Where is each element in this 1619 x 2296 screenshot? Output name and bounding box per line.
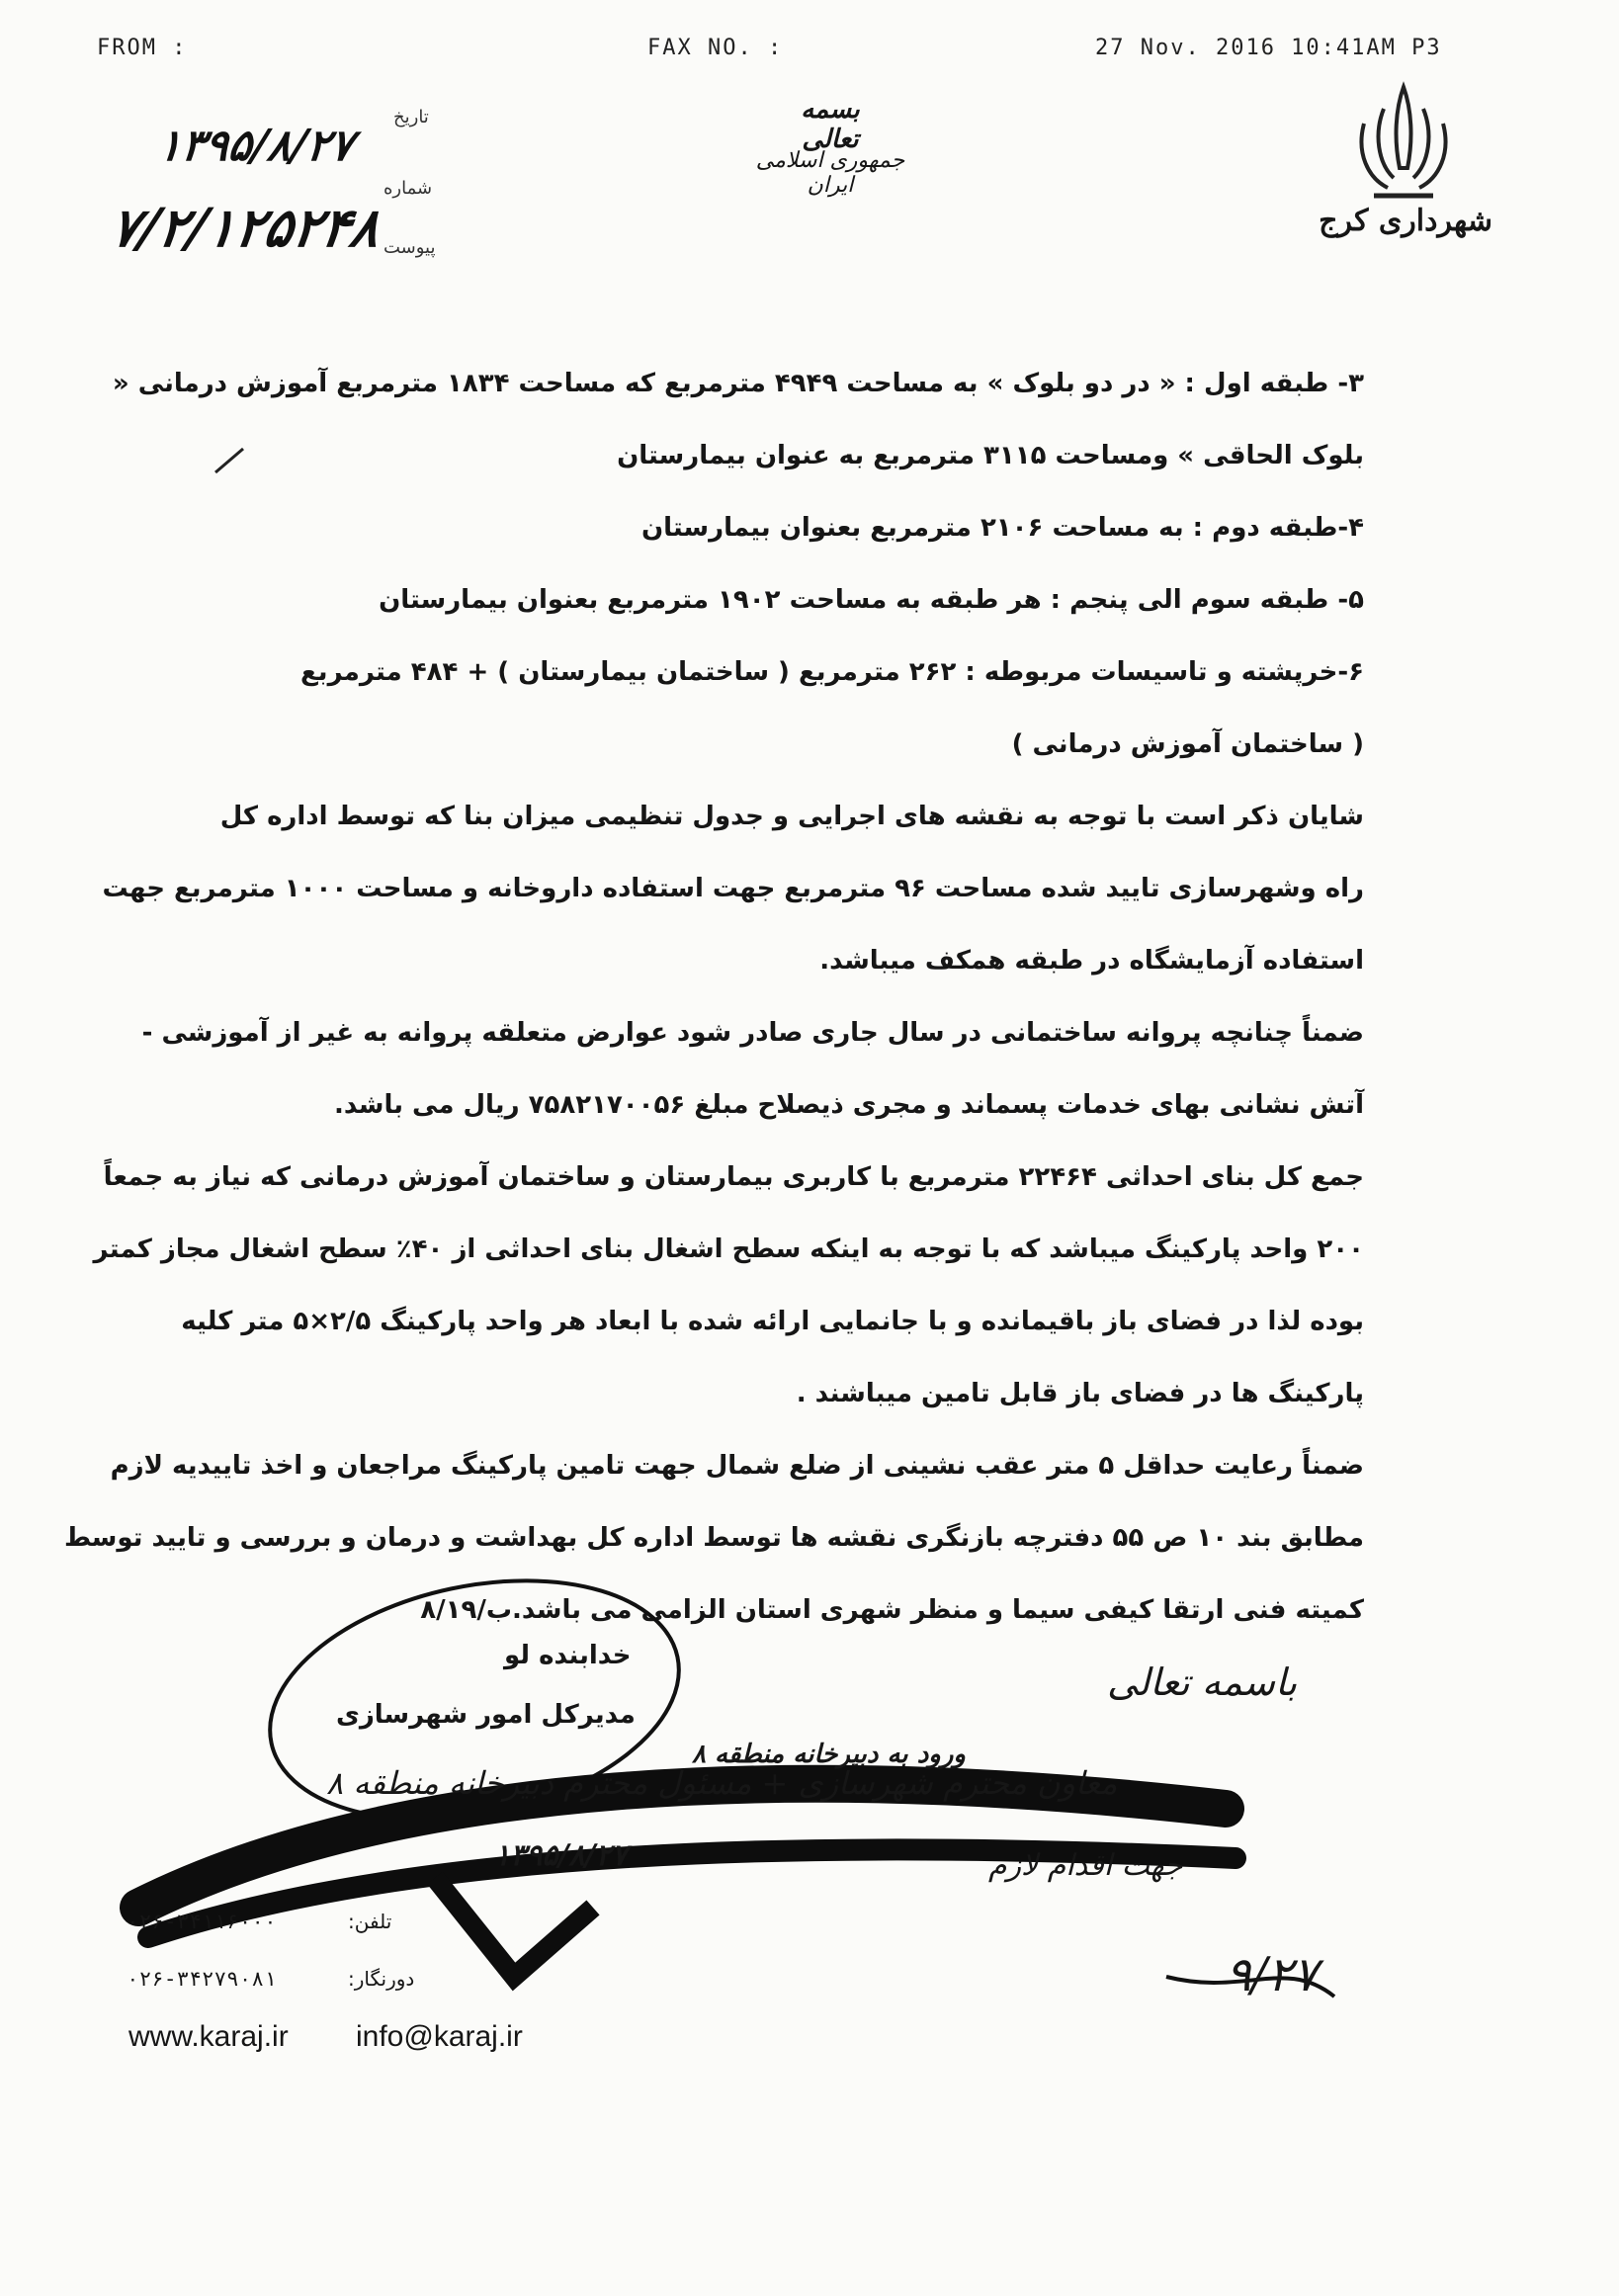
number-label: شماره <box>383 178 433 199</box>
fax-timestamp: 27 Nov. 2016 10:41AM P3 <box>1095 36 1442 60</box>
body-line: راه وشهرسازی تایید شده مساحت ۹۶ مترمربع جهت استفاده داروخانه و مساحت ۱۰۰۰ مترمربع جهت <box>102 874 1364 903</box>
body-line: کمیته فنی ارتقا کیفی سیما و منظر شهری استان الزامی می باشد.ب/۸/۱۹ <box>420 1595 1364 1625</box>
fax-from-label: FROM : <box>97 36 188 60</box>
body-line: ۴-طبقه دوم : به مساحت ۲۱۰۶ مترمربع بعنوان بیمارستان <box>640 513 1364 543</box>
fax-number-label: FAX NO. : <box>647 36 784 60</box>
signature-scribble <box>0 1581 1619 2076</box>
receipt-stamp-text: ورود به دبیرخانه منطقه ۸ <box>692 1740 966 1769</box>
body-line: بلوک الحاقی » ومساحت ۳۱۱۵ مترمربع به عنوان بیمارستان <box>617 441 1364 470</box>
body-line: استفاده آزمایشگاه در طبقه همکف میباشد. <box>819 946 1364 976</box>
body-line: پارکینگ ها در فضای باز قابل تامین میباشند . <box>796 1379 1364 1408</box>
bismillah-heading: بسمه تعالی <box>801 95 860 154</box>
body-line: ۵- طبقه سوم الی پنجم : هر طبقه به مساحت ۱۹۰۲ مترمربع بعنوان بیمارستان <box>379 585 1364 615</box>
phone-label: تلفن: <box>348 1910 392 1933</box>
body-line: شایان ذکر است با توجه به نقشه های اجرایی و جدول تنظیمی میزان بنا که توسط اداره کل <box>219 802 1364 831</box>
letter-body <box>63 348 1364 1647</box>
body-line: ضمناً چنانچه پروانه ساختمانی در سال جاری صادر شود عوارض متعلقه پروانه به غیر از آموزشی - <box>141 1018 1364 1048</box>
body-line: ضمناً رعایت حداقل ۵ متر عقب نشینی از ضلع شمال جهت تامین پارکینگ مراجعان و اخذ تاییدیه لازم <box>110 1451 1364 1481</box>
receipt-stamp-date: ۱۳۹۵/۸/۲۷ <box>494 1838 628 1873</box>
body-line: مطابق بند ۱۰ ص ۵۵ دفترچه بازنگری نقشه ها توسط اداره کل بهداشت و درمان و بررسی و تایید توسط <box>63 1523 1364 1553</box>
body-line: جمع کل بنای احداثی ۲۲۴۶۴ مترمربع با کاربری بیمارستان و ساختمان آموزش درمانی که نیاز به جمعاً <box>103 1162 1364 1192</box>
handwritten-referral: معاون محترم شهرسازی + مسئول محترم دبیرخانه منطقه ۸ <box>326 1764 1118 1802</box>
handwritten-letter-date: ۱۳۹۵/۸/۲۷ <box>155 121 357 171</box>
handwritten-bismillah: باسمه تعالی <box>1107 1660 1298 1704</box>
handwritten-letter-number: ۷/۲/۱۲۵۲۴۸ <box>106 196 383 259</box>
municipality-name: شهرداری کرج <box>1319 204 1492 238</box>
website-link[interactable]: www.karaj.ir <box>128 2020 289 2053</box>
email-link[interactable]: info@karaj.ir <box>356 2020 523 2053</box>
body-line: ۳- طبقه اول : « در دو بلوک » به مساحت ۴۹۴۹ مترمربع که مساحت ۱۸۳۴ مترمربع آموزش درمانی « <box>112 369 1364 398</box>
republic-heading: جمهوری اسلامی ایران <box>755 148 905 198</box>
signatory-title: مدیرکل امور شهرسازی <box>336 1700 636 1730</box>
pen-tick-mark <box>213 445 253 474</box>
phone-number: ۰۲۶-۳۴۱۱۶۰۰۰ <box>127 1910 277 1933</box>
signature-closing: خدابنده لو <box>504 1641 632 1670</box>
handwritten-referral-date: ۹/۲۷ <box>1226 1947 1319 2002</box>
body-line: ( ساختمان آموزش درمانی ) <box>1011 729 1364 759</box>
body-line: ۲۰۰ واحد پارکینگ میباشد که با توجه به اینکه سطح اشغال بنای احداثی از ۴۰٪ سطح اشغال مجاز کمتر <box>93 1234 1364 1264</box>
attachment-label: پیوست <box>383 237 436 258</box>
karaj-municipality-logo <box>1344 79 1463 208</box>
handwritten-action-note: جهت اقدام لازم <box>988 1848 1183 1883</box>
body-line: ۶-خرپشته و تاسیسات مربوطه : ۲۶۲ مترمربع ( ساختمان بیمارستان ) + ۴۸۴ مترمربع <box>300 657 1364 687</box>
fax-number: ۰۲۶-۳۴۲۷۹۰۸۱ <box>127 1967 277 1991</box>
body-line: آتش نشانی بهای خدمات پسماند و مجری ذیصلاح مبلغ ۷۵۸۲۱۷۰۰۵۶ ریال می باشد. <box>333 1090 1364 1120</box>
date-label: تاریخ <box>393 107 429 128</box>
fax-label: دورنگار: <box>348 1967 415 1991</box>
body-line: بوده لذا در فضای باز باقیمانده و با جانمایی ارائه شده با ابعاد هر واحد پارکینگ ۲/۵×۵ متر کلیه <box>181 1307 1364 1336</box>
